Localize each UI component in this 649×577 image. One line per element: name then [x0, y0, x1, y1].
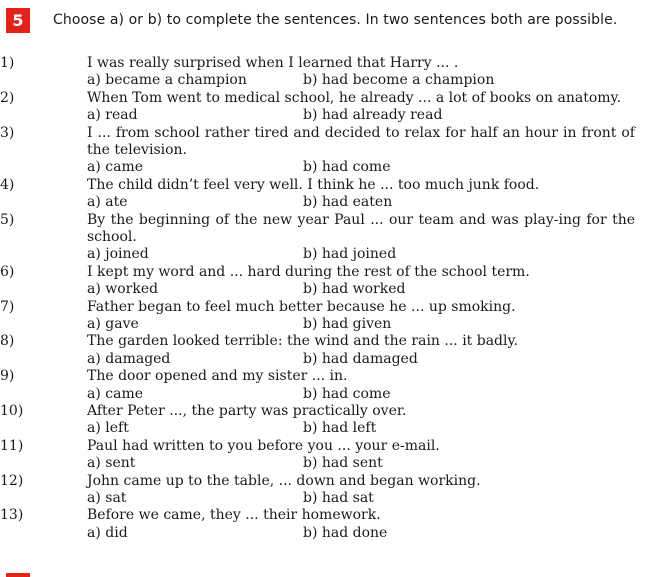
exercise-item [0, 507, 649, 542]
option-b: b) had sent [303, 455, 383, 472]
question-text: I ... from school rather tired and decided to relax for half an hour in front of the television. [87, 124, 635, 158]
question-number: 6) [0, 263, 15, 280]
question-text: Before we came, they ... their homework. [87, 507, 381, 524]
option-a: a) came [87, 385, 144, 402]
option-b: b) had worked [303, 281, 406, 298]
exercise-item [0, 55, 649, 90]
question-number: 9) [0, 368, 15, 385]
option-a: a) came [87, 159, 144, 176]
question [0, 212, 635, 247]
exercise-item [0, 264, 649, 299]
option-a: a) became a champion [87, 72, 247, 89]
exercise-list [0, 55, 649, 542]
exercise-item [0, 177, 649, 212]
option-b: b) had damaged [303, 350, 418, 367]
answer-options [0, 194, 649, 211]
exercise-item [0, 368, 649, 403]
question-number: 7) [0, 298, 15, 315]
question [0, 333, 635, 350]
question-text: After Peter ..., the party was practically over. [87, 402, 407, 419]
answer-options [0, 316, 649, 333]
option-a: a) read [87, 107, 138, 124]
question [0, 90, 635, 107]
option-a: a) worked [87, 281, 159, 298]
question [0, 264, 635, 281]
exercise-item [0, 473, 649, 508]
question-number: 3) [0, 124, 15, 141]
question-text: John came up to the table, ... down and began working. [87, 472, 481, 489]
option-a: a) sent [87, 455, 136, 472]
answer-options [0, 72, 649, 89]
answer-options [0, 281, 649, 298]
answer-options [0, 455, 649, 472]
exercise-item [0, 90, 649, 125]
answer-options [0, 525, 649, 542]
question [0, 55, 635, 72]
option-b: b) had come [303, 385, 391, 402]
question-text: I kept my word and ... hard during the rest of the school term. [87, 263, 530, 280]
question [0, 403, 635, 420]
question-number: 1) [0, 55, 15, 71]
option-a: a) joined [87, 246, 149, 263]
option-b: b) had eaten [303, 194, 393, 211]
option-a: a) sat [87, 489, 127, 506]
answer-options [0, 490, 649, 507]
question-text: Father began to feel much better because he ... up smoking. [87, 298, 516, 315]
option-a: a) damaged [87, 350, 171, 367]
question-number: 4) [0, 176, 15, 193]
option-b: b) had already read [303, 107, 443, 124]
option-b: b) had come [303, 159, 391, 176]
question-number: 2) [0, 89, 15, 106]
question-text: The door opened and my sister ... in. [87, 368, 348, 385]
exercise-item [0, 212, 649, 264]
exercise-item [0, 438, 649, 473]
question-text: The child didn’t feel very well. I think he ... too much junk food. [87, 176, 540, 193]
question-number: 12) [0, 472, 24, 489]
exercise-number-badge: 5 [6, 8, 30, 33]
option-a: a) left [87, 420, 129, 437]
question [0, 507, 635, 524]
question-text: I was really surprised when I learned that Harry ... . [87, 55, 459, 71]
exercise-item [0, 333, 649, 368]
answer-options [0, 386, 649, 403]
option-b: b) had left [303, 420, 377, 437]
question-text: When Tom went to medical school, he already ... a lot of books on anatomy. [87, 89, 622, 106]
question-text: Paul had written to you before you ... your e-mail. [87, 437, 440, 454]
option-b: b) had given [303, 316, 392, 332]
option-b: b) had sat [303, 489, 374, 506]
exercise-instruction: Choose a) or b) to complete the sentences. In two sentences both are possible. [53, 12, 618, 28]
question-text: By the beginning of the new year Paul ... our team and was play-ing for the school. [87, 211, 635, 245]
exercise-item [0, 299, 649, 334]
question [0, 125, 635, 160]
option-b: b) had become a champion [303, 72, 495, 89]
option-a: a) gave [87, 316, 139, 332]
option-b: b) had joined [303, 246, 397, 263]
answer-options [0, 159, 649, 176]
exercise-item [0, 125, 649, 177]
question [0, 299, 635, 316]
question-number: 8) [0, 333, 15, 350]
question [0, 473, 635, 490]
page-bottom-marker [6, 573, 30, 577]
answer-options [0, 107, 649, 124]
answer-options [0, 246, 649, 263]
exercise-item [0, 403, 649, 438]
option-b: b) had done [303, 524, 388, 541]
option-a: a) ate [87, 194, 128, 211]
question-text: The garden looked terrible: the wind and the rain ... it badly. [87, 333, 518, 350]
question-number: 11) [0, 437, 24, 454]
question-number: 5) [0, 211, 15, 228]
question [0, 177, 635, 194]
answer-options [0, 351, 649, 368]
answer-options [0, 420, 649, 437]
question [0, 368, 635, 385]
question [0, 438, 635, 455]
question-number: 13) [0, 507, 24, 524]
question-number: 10) [0, 402, 24, 419]
option-a: a) did [87, 524, 128, 541]
